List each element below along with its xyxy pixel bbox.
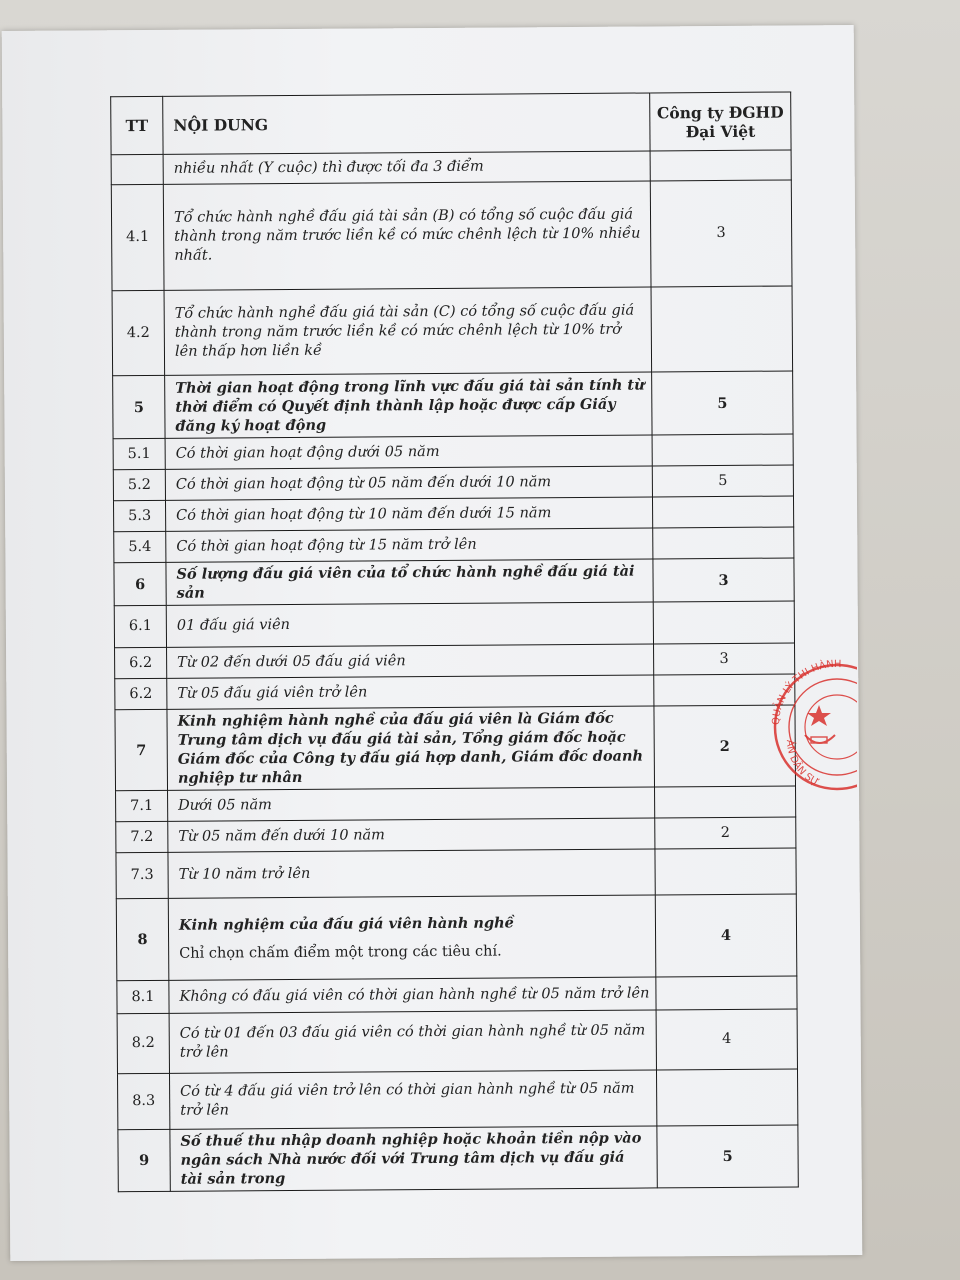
row-content-title: Kinh nghiệm của đấu giá viên hành nghề <box>178 913 514 934</box>
row-content: Từ 02 đến dưới 05 đấu giá viên <box>167 644 654 678</box>
document-page <box>2 25 863 1261</box>
table-row <box>113 465 793 501</box>
row-content: Số thuế thu nhập doanh nghiệp hoặc khoản tiền nộp vào ngân sách Nhà nước đối với Trung tâm dịch vụ đấu giá tài sản trong <box>170 1126 657 1191</box>
header-company: Công ty ĐGHD Đại Việt <box>650 92 791 151</box>
row-score <box>655 848 796 895</box>
row-number: 8.1 <box>117 980 169 1013</box>
row-number: 6.2 <box>115 678 167 709</box>
row-number: 5 <box>113 375 165 438</box>
row-number: 6.1 <box>114 605 166 647</box>
row-number: 7.3 <box>116 852 168 898</box>
row-content: Dưới 05 năm <box>168 787 655 821</box>
row-number: 5.2 <box>113 469 165 500</box>
row-number: 4.1 <box>111 184 164 290</box>
row-score <box>652 496 793 528</box>
row-score <box>652 434 793 466</box>
scoring-table <box>110 91 799 1192</box>
row-number: 8 <box>116 898 169 980</box>
table-row <box>116 817 796 853</box>
row-score <box>653 601 794 644</box>
table-row-section <box>113 371 793 439</box>
row-content: Không có đấu giá viên có thời gian hành nghề từ 05 năm trở lên <box>169 977 656 1013</box>
row-number: 8.2 <box>117 1013 169 1073</box>
row-score: 5 <box>657 1125 798 1188</box>
row-score <box>656 1069 797 1126</box>
row-content: Có từ 01 đến 03 đấu giá viên có thời gian hành nghề từ 05 năm trở lên <box>169 1010 656 1073</box>
row-content: Tổ chức hành nghề đấu giá tài sản (B) có tổng số cuộc đấu giá thành trong năm trước liền kề có mức chênh lệch từ 10% nhiều nhất. <box>163 181 651 290</box>
row-number: 5.3 <box>113 500 165 531</box>
row-number: 7.2 <box>116 821 168 852</box>
table-row <box>114 527 794 563</box>
red-stamp-seal <box>757 655 857 795</box>
row-score: 2 <box>655 817 796 849</box>
row-content: nhiều nhất (Y cuộc) thì được tối đa 3 điểm <box>163 151 650 184</box>
row-number: 7 <box>115 709 168 790</box>
row-score: 4 <box>655 894 797 977</box>
row-number <box>111 154 163 184</box>
row-number: 8.3 <box>117 1073 169 1129</box>
row-number: 7.1 <box>116 790 168 821</box>
row-number: 6.2 <box>115 647 167 678</box>
row-content: Có thời gian hoạt động từ 05 năm đến dưới 10 năm <box>165 466 652 500</box>
row-number: 5.4 <box>114 531 166 562</box>
table-row-section <box>114 558 794 606</box>
svg-text:ÁN DÂN SỰ <box>784 739 821 788</box>
row-number: 6 <box>114 562 166 605</box>
row-content: Thời gian hoạt động trong lĩnh vực đấu giá tài sản tính từ thời điểm có Quyết định thành lập hoặc được cấp Giấy đăng ký hoạt động <box>165 372 652 438</box>
row-content: 01 đấu giá viên <box>166 602 653 647</box>
row-content: Có thời gian hoạt động từ 10 năm đến dưới 15 năm <box>165 497 652 531</box>
row-content: Từ 05 đấu giá viên trở lên <box>167 675 654 709</box>
row-score: 5 <box>652 371 793 435</box>
stamp-bottom-text: ÁN DÂN SỰ <box>783 739 821 789</box>
row-content: Có thời gian hoạt động từ 15 năm trở lên <box>166 528 653 562</box>
row-content: Kinh nghiệm hành nghề của đấu giá viên là Giám đốc Trung tâm dịch vụ đấu giá tài sản, Tổng giám đốc hoặc Giám đốc của Công ty đấu giá hợp danh, Giám đốc doanh nghiệp tư nhân <box>167 706 655 790</box>
table-row <box>113 496 793 532</box>
row-number: 4.2 <box>112 290 165 375</box>
row-content: Số lượng đấu giá viên của tổ chức hành nghề đấu giá tài sản <box>166 559 653 605</box>
row-score: 5 <box>652 465 793 497</box>
row-content: Có từ 4 đấu giá viên trở lên có thời gian hành nghề từ 05 năm trở lên <box>169 1070 656 1129</box>
table-row-section <box>116 894 797 981</box>
row-score: 3 <box>653 558 794 602</box>
table-row <box>111 180 792 291</box>
table-row <box>111 150 791 185</box>
table-row <box>115 674 795 710</box>
row-content-note: Chỉ chọn chấm điểm một trong các tiêu chí. <box>179 943 502 962</box>
row-score: 3 <box>650 180 792 287</box>
row-number: 9 <box>118 1129 170 1191</box>
row-content <box>168 895 656 980</box>
row-content: Từ 10 năm trở lên <box>168 849 655 898</box>
row-score: 2 <box>654 705 796 787</box>
header-content: NỘI DUNG <box>163 93 650 154</box>
row-content: Có thời gian hoạt động dưới 05 năm <box>165 435 652 469</box>
table-row <box>112 286 793 376</box>
header-tt: TT <box>111 96 163 154</box>
row-content: Từ 05 năm đến dưới 10 năm <box>168 818 655 852</box>
row-score <box>651 286 793 372</box>
row-score: 3 <box>654 643 795 675</box>
row-number: 5.1 <box>113 438 165 469</box>
table-header-row <box>111 92 791 155</box>
table-row <box>116 786 796 822</box>
table-row-section <box>118 1125 798 1192</box>
table-row-section <box>115 705 796 791</box>
row-score <box>653 527 794 559</box>
row-score <box>650 150 791 181</box>
row-content: Tổ chức hành nghề đấu giá tài sản (C) có tổng số cuộc đấu giá thành trong năm trước liền kề có mức chênh lệch từ 10% trở lên thấp hơn liền kề <box>164 287 652 375</box>
table-row <box>114 601 794 648</box>
table-row <box>116 848 796 899</box>
table-row <box>113 434 793 470</box>
stamp-top-text: QUẢN LÝ THI HÀNH <box>770 658 842 726</box>
svg-text:QUẢN LÝ THI HÀNH <box>770 658 841 725</box>
table-row <box>117 1069 797 1130</box>
row-score: 4 <box>656 1009 797 1070</box>
row-score <box>656 976 797 1010</box>
table-row <box>115 643 795 679</box>
table-row <box>117 976 797 1014</box>
table-row <box>117 1009 797 1074</box>
